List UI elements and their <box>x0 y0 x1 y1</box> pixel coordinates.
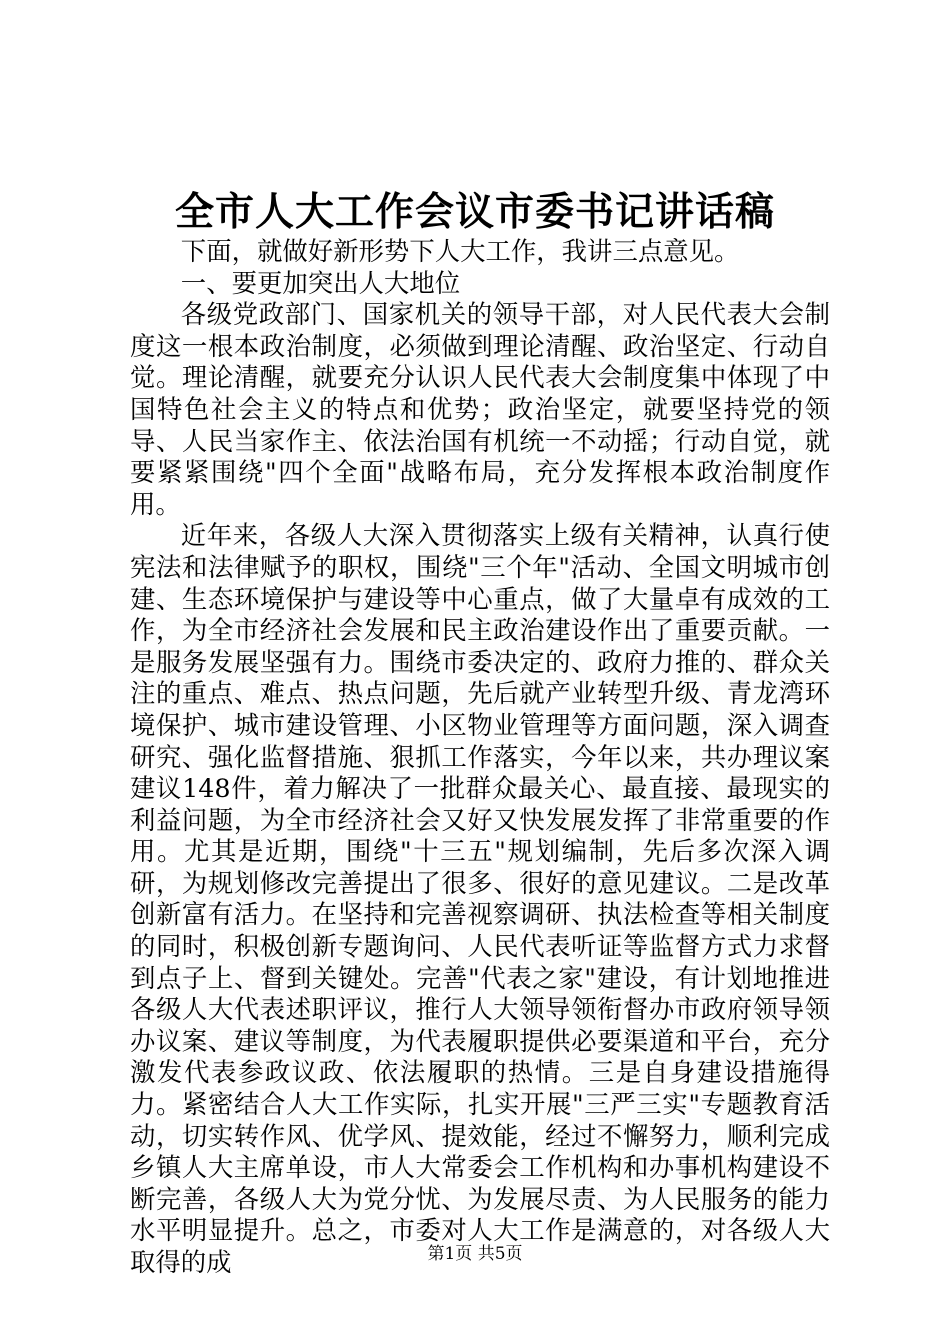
body-paragraph: 各级党政部门、国家机关的领导干部，对人民代表大会制度这一根本政治制度，必须做到理论清醒、政治坚定、行动自觉。理论清醒，就要充分认识人民代表大会制度集中体现了中国特色社会主义的特点和优势；政治坚定，就要坚持党的领导、人民当家作主、依法治国有机统一不动摇；行动自觉，就要紧紧围绕"四个全面"战略布局，充分发挥根本政治制度作用。 <box>130 299 830 519</box>
document-title: 全市人大工作会议市委书记讲话稿 <box>174 189 775 235</box>
document-body <box>130 236 830 1279</box>
section-heading: 一、要更加突出人大地位 <box>180 267 461 298</box>
intro-paragraph: 下面，就做好新形势下人大工作，我讲三点意见。 <box>180 236 740 266</box>
body-paragraph: 近年来，各级人大深入贯彻落实上级有关精神，认真行使宪法和法律赋予的职权，围绕"三个年"活动、全国文明城市创建、生态环境保护与建设等中心重点，做了大量卓有成效的工作，为全市经济社会发展和民主政治建设作出了重要贡献。一是服务发展坚强有力。围绕市委决定的、政府力推的、群众关注的重点、难点、热点问题，先后就产业转型升级、青龙湾环境保护、城市建设管理、小区物业管理等方面问题，深入调查研究、强化监督措施、狠抓工作落实，今年以来，共办理议案建议148件，着力解决了一批群众最关心、最直接、最现实的利益问题，为全市经济社会又好又快发展发挥了非常重要的作用。尤其是近期，围绕"十三五"规划编制，先后多次深入调研，为规划修改完善提出了很多、很好的意见建议。二是改革创新富有活力。在坚持和完善视察调研、执法检查等相关制度的同时，积极创新专题询问、人民代表听证等监督方式力求督到点子上、督到关键处。完善"代表之家"建设，有计划地推进各级人大代表述职评议，推行人大领导领衔督办市政府领导领办议案、建议等制度，为代表履职提供必要渠道和平台，充分激发代表参政议政、依法履职的热情。三是自身建设措施得力。紧密结合人大工作实际，扎实开展"三严三实"专题教育活动，切实转作风、优学风、提效能，经过不懈努力，顺利完成乡镇人大主席单设，市人大常委会工作机构和办事机构建设不断完善，各级人大为党分忧、为发展尽责、为人民服务的能力水平明显提升。总之，市委对人大工作是满意的，对各级人大取得的成 <box>130 520 830 1277</box>
page-number: 第1页 共5页 <box>427 1244 523 1264</box>
